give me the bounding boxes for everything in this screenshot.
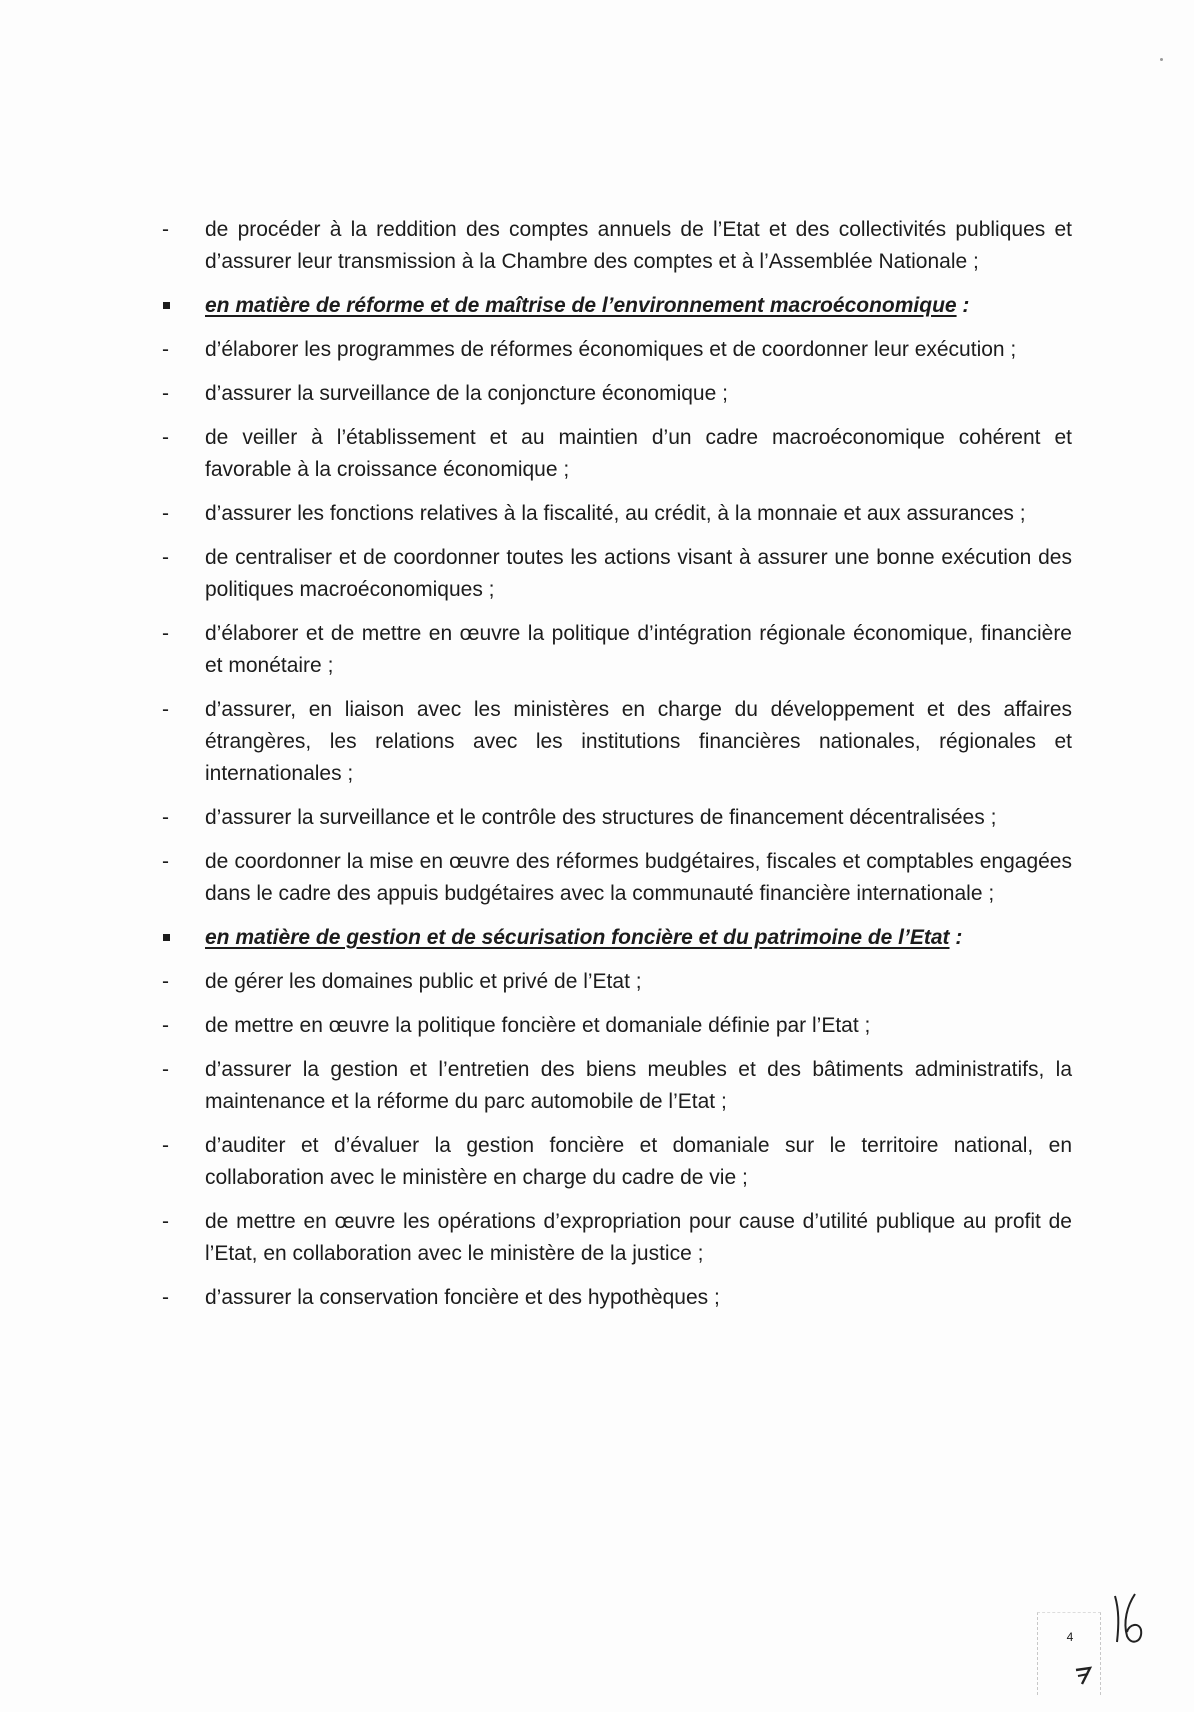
heading-text: en matière de gestion et de sécurisation foncière et du patrimoine de l’Etat [205,926,950,949]
item-text: d’élaborer les programmes de réformes économiques et de coordonner leur exécution ; [205,338,1017,361]
dash-marker [162,846,192,878]
heading-text: en matière de réforme et de maîtrise de l’environnement macroéconomique [205,294,957,317]
dash-marker [162,214,192,246]
dash-marker [162,542,192,574]
item-text: d’assurer les fonctions relatives à la fiscalité, au crédit, à la monnaie et aux assurances ; [205,502,1026,525]
list-item [160,542,1072,606]
dash-marker [162,378,192,410]
item-text: de centraliser et de coordonner toutes les actions visant à assurer une bonne exécution des politiques macroéconomiques ; [205,546,1072,601]
list-item [160,802,1072,834]
item-text: d’assurer la surveillance et le contrôle des structures de financement décentralisées ; [205,806,997,829]
list-item [160,334,1072,366]
dash-marker [162,1054,192,1086]
handwritten-initials-icon [1105,1590,1153,1654]
list-item [160,422,1072,486]
paraph-mark-icon [1072,1664,1096,1688]
list-item [160,1010,1072,1042]
section-heading [160,290,1072,322]
item-text: d’élaborer et de mettre en œuvre la politique d’intégration régionale économique, financière et monétaire ; [205,622,1072,677]
list-item [160,846,1072,910]
dash-marker [162,334,192,366]
list-item [160,694,1072,790]
list-item [160,1282,1072,1314]
item-text: de gérer les domaines public et privé de l’Etat ; [205,970,642,993]
page-number: 4 [1066,1630,1074,1644]
dash-marker [162,966,192,998]
list-item [160,378,1072,410]
dash-marker [162,1282,192,1314]
item-text: de veiller à l’établissement et au maintien d’un cadre macroéconomique cohérent et favorable à la croissance économique ; [205,426,1072,481]
heading-suffix: : [956,294,970,317]
dash-marker [162,1010,192,1042]
dash-marker [162,422,192,454]
heading-suffix: : [949,926,963,949]
item-text: de coordonner la mise en œuvre des réformes budgétaires, fiscales et comptables engagées dans le cadre des appuis budgétaires avec la communauté financière internationale ; [205,850,1072,905]
dash-marker [162,618,192,650]
list-item [160,214,1072,278]
item-text: d’assurer la conservation foncière et des hypothèques ; [205,1286,720,1309]
scan-speck [1160,58,1163,61]
item-text: de mettre en œuvre les opérations d’expropriation pour cause d’utilité publique au profit de l’Etat, en collaboration avec le ministère de la justice ; [205,1210,1072,1265]
list-item [160,1054,1072,1118]
list-item [160,618,1072,682]
list-item [160,1206,1072,1270]
dash-marker [162,1206,192,1238]
section-heading [160,922,1072,954]
dash-marker [162,498,192,530]
dash-marker [162,694,192,726]
list-item [160,1130,1072,1194]
item-text: d’assurer, en liaison avec les ministères en charge du développement et des affaires étrangères, les relations avec les institutions financières nationales, régionales et internationales ; [205,698,1072,785]
item-text: de mettre en œuvre la politique foncière et domaniale définie par l’Etat ; [205,1014,871,1037]
list-item [160,498,1072,530]
dash-marker [162,1130,192,1162]
item-text: de procéder à la reddition des comptes annuels de l’Etat et des collectivités publiques et d’assurer leur transmission à la Chambre des comptes et à l’Assemblée Nationale ; [205,218,1072,273]
dash-marker [162,802,192,834]
item-text: d’assurer la surveillance de la conjoncture économique ; [205,382,728,405]
document-body [160,214,1072,1326]
item-text: d’assurer la gestion et l’entretien des biens meubles et des bâtiments administratifs, la maintenance et la réforme du parc automobile de l’Etat ; [205,1058,1072,1113]
list-item [160,966,1072,998]
item-text: d’auditer et d’évaluer la gestion foncière et domaniale sur le territoire national, en collaboration avec le ministère en charge du cadre de vie ; [205,1134,1072,1189]
